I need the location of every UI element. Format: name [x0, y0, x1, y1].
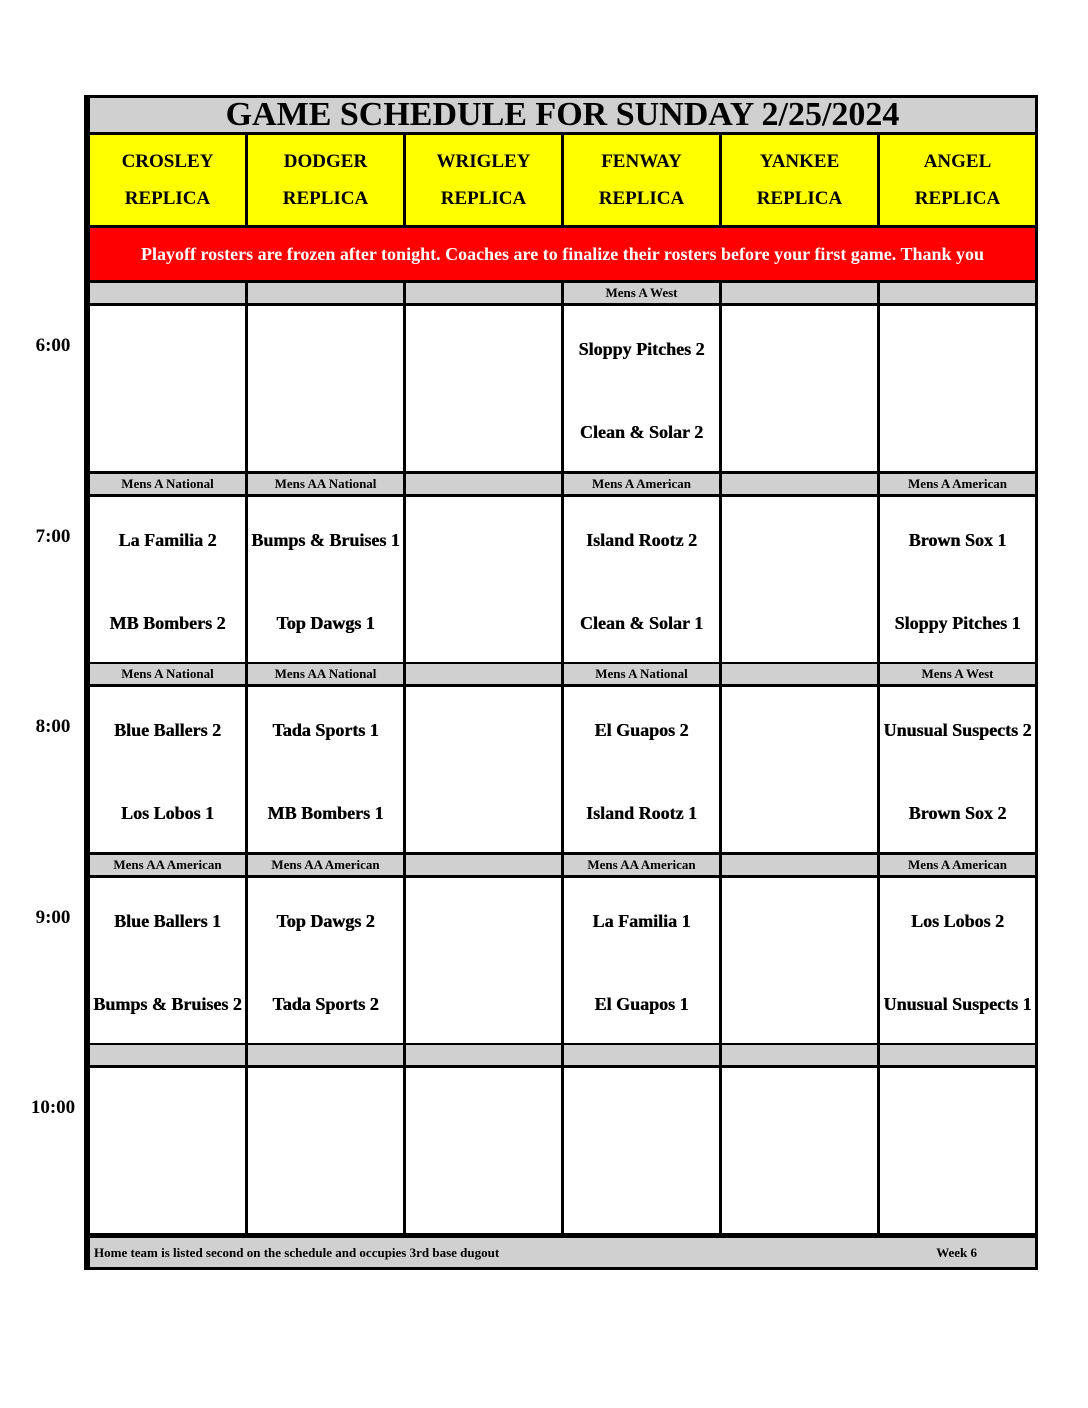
- division-label: [722, 283, 877, 303]
- game-slot: [722, 687, 877, 852]
- visiting-team: Unusual Suspects 2: [883, 719, 1032, 740]
- division-label: [722, 855, 877, 875]
- game-slot: [90, 306, 245, 471]
- field-type: REPLICA: [282, 188, 369, 209]
- division-label: [248, 283, 403, 303]
- week-label: Week 6: [936, 1244, 977, 1260]
- game-slot: [248, 687, 403, 852]
- division-label: Mens A National: [90, 664, 245, 684]
- field-type: REPLICA: [914, 188, 1001, 209]
- game-slot: [564, 497, 719, 662]
- visiting-team: Los Lobos 2: [910, 910, 1005, 931]
- field-type: REPLICA: [598, 188, 685, 209]
- home-team: Clean & Solar 1: [579, 612, 704, 633]
- field-header-dodger: [248, 135, 403, 225]
- division-label: Mens A American: [880, 474, 1035, 494]
- game-slot: [564, 306, 719, 471]
- division-label: [722, 664, 877, 684]
- field-header-yankee: [722, 135, 877, 225]
- game-slot: [406, 497, 561, 662]
- game-slot: [90, 878, 245, 1043]
- home-team: Los Lobos 1: [120, 802, 215, 823]
- game-slot: [880, 878, 1035, 1043]
- division-label: [564, 1045, 719, 1065]
- visiting-team: Bumps & Bruises 1: [251, 529, 400, 550]
- time-label: 9:00: [35, 907, 71, 928]
- division-label: Mens A American: [880, 855, 1035, 875]
- division-label: Mens AA American: [90, 855, 245, 875]
- home-team: El Guapos 1: [594, 993, 689, 1014]
- division-label: [406, 855, 561, 875]
- schedule-title: GAME SCHEDULE FOR SUNDAY 2/25/2024: [90, 98, 1035, 132]
- division-label: [406, 474, 561, 494]
- game-slot: [406, 1068, 561, 1233]
- division-label: Mens A American: [564, 474, 719, 494]
- division-label: [880, 1045, 1035, 1065]
- time-label: 10:00: [30, 1097, 76, 1118]
- game-slot: [406, 306, 561, 471]
- visiting-team: El Guapos 2: [594, 719, 689, 740]
- visiting-team: Island Rootz 2: [585, 529, 697, 550]
- field-name: WRIGLEY: [436, 151, 531, 172]
- field-type: REPLICA: [440, 188, 527, 209]
- visiting-team: Blue Ballers 2: [114, 719, 221, 740]
- home-team: MB Bombers 1: [267, 802, 384, 823]
- home-team: Island Rootz 1: [585, 802, 697, 823]
- division-label: [90, 283, 245, 303]
- division-label: [406, 664, 561, 684]
- time-label: 7:00: [35, 526, 71, 547]
- home-team: Top Dawgs 1: [276, 612, 375, 633]
- division-label: [406, 283, 561, 303]
- division-label: [406, 1045, 561, 1065]
- game-slot: [248, 497, 403, 662]
- field-header-fenway: [564, 135, 719, 225]
- division-label: Mens AA National: [248, 474, 403, 494]
- field-name: YANKEE: [759, 151, 840, 172]
- field-header-crosley: [90, 135, 245, 225]
- game-slot: [880, 687, 1035, 852]
- game-slot: [722, 306, 877, 471]
- visiting-team: Sloppy Pitches 2: [578, 338, 705, 359]
- game-slot: [564, 878, 719, 1043]
- home-team: Bumps & Bruises 2: [93, 993, 242, 1014]
- game-slot: [722, 497, 877, 662]
- home-team-note: Home team is listed second on the schedule and occupies 3rd base dugout: [94, 1244, 500, 1260]
- field-name: FENWAY: [601, 151, 682, 172]
- game-slot: [406, 687, 561, 852]
- visiting-team: La Familia 2: [118, 529, 217, 550]
- field-name: ANGEL: [923, 151, 992, 172]
- division-label: Mens A National: [90, 474, 245, 494]
- division-label: Mens AA National: [248, 664, 403, 684]
- field-type: REPLICA: [756, 188, 843, 209]
- game-slot: [248, 306, 403, 471]
- game-slot: [880, 497, 1035, 662]
- field-header-wrigley: [406, 135, 561, 225]
- time-label: 8:00: [35, 716, 71, 737]
- visiting-team: Blue Ballers 1: [114, 910, 221, 931]
- division-label: [248, 1045, 403, 1065]
- game-slot: [564, 1068, 719, 1233]
- home-team: Brown Sox 2: [908, 802, 1007, 823]
- field-header-angel: [880, 135, 1035, 225]
- game-slot: [90, 1068, 245, 1233]
- field-name: DODGER: [283, 151, 368, 172]
- game-slot: [564, 687, 719, 852]
- game-slot: [90, 497, 245, 662]
- division-label: [90, 1045, 245, 1065]
- division-label: Mens AA American: [248, 855, 403, 875]
- home-team: Sloppy Pitches 1: [894, 612, 1021, 633]
- game-slot: [722, 878, 877, 1043]
- schedule-footer: [90, 1238, 1035, 1267]
- game-slot: [406, 878, 561, 1043]
- visiting-team: Tada Sports 1: [272, 719, 379, 740]
- home-team: Unusual Suspects 1: [883, 993, 1032, 1014]
- home-team: MB Bombers 2: [109, 612, 226, 633]
- game-slot: [880, 306, 1035, 471]
- game-slot: [90, 687, 245, 852]
- division-label: Mens A West: [880, 664, 1035, 684]
- game-slot: [722, 1068, 877, 1233]
- schedule-sheet: [84, 95, 1038, 1270]
- division-label: Mens AA American: [564, 855, 719, 875]
- division-label: [722, 474, 877, 494]
- visiting-team: La Familia 1: [592, 910, 691, 931]
- field-type: REPLICA: [124, 188, 211, 209]
- game-slot: [880, 1068, 1035, 1233]
- time-label: 6:00: [35, 335, 71, 356]
- visiting-team: Brown Sox 1: [908, 529, 1007, 550]
- field-name: CROSLEY: [121, 151, 214, 172]
- game-slot: [248, 878, 403, 1043]
- division-label: [880, 283, 1035, 303]
- division-label: Mens A National: [564, 664, 719, 684]
- division-label: Mens A West: [564, 283, 719, 303]
- roster-notice-banner: Playoff rosters are frozen after tonight. Coaches are to finalize their rosters before your first game. Thank you: [90, 228, 1035, 280]
- home-team: Clean & Solar 2: [579, 421, 704, 442]
- game-slot: [248, 1068, 403, 1233]
- home-team: Tada Sports 2: [272, 993, 379, 1014]
- visiting-team: Top Dawgs 2: [276, 910, 375, 931]
- division-label: [722, 1045, 877, 1065]
